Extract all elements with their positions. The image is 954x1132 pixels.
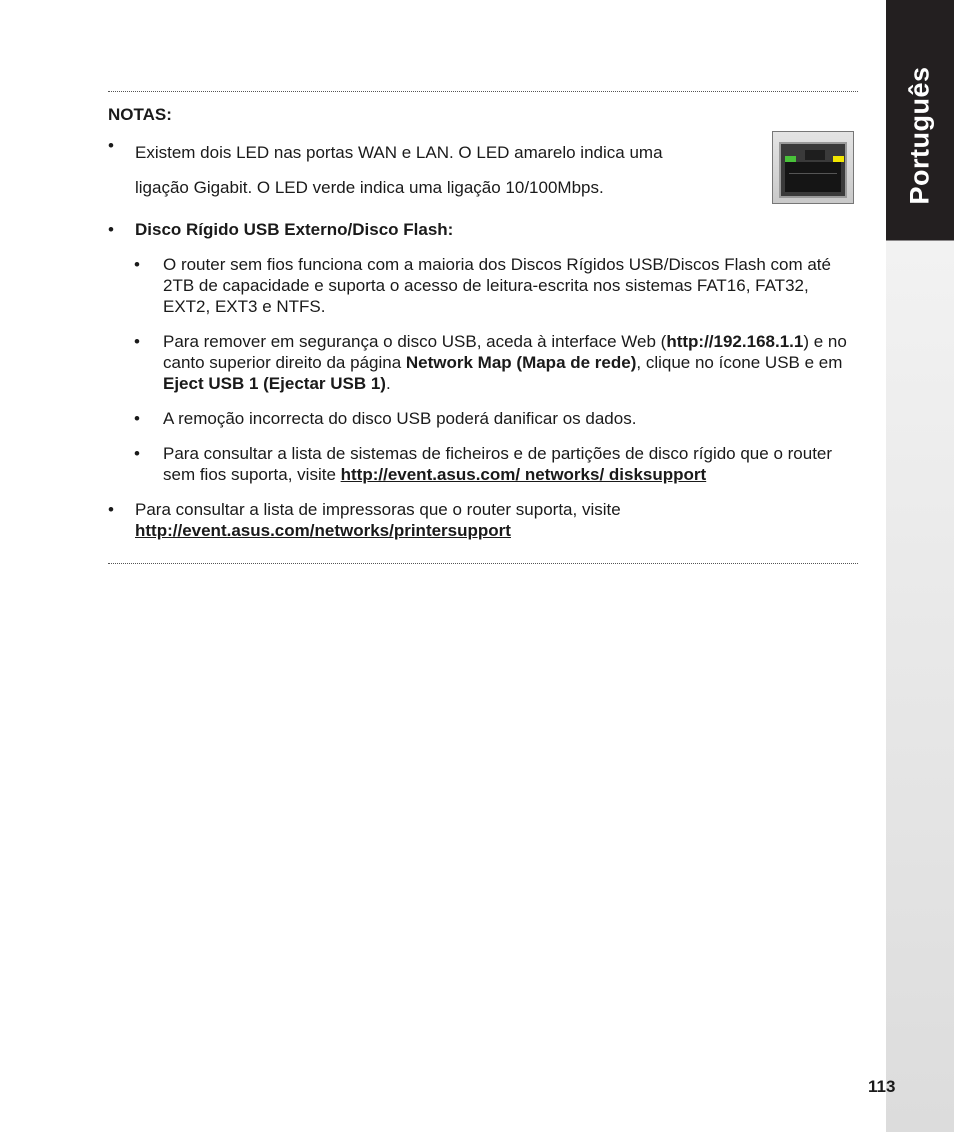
bullet: • — [108, 500, 114, 519]
disk-support-note — [108, 443, 858, 485]
eject-usb-label: Eject USB 1 (Ejectar USB 1) — [163, 374, 386, 393]
usb-damage-note — [108, 408, 858, 429]
bullet: • — [134, 255, 140, 274]
usb-remove-note — [108, 331, 858, 394]
disk-support-text: Para consultar a lista de sistemas de ficheiros e de partições de disco rígido que o router sem fios suporta, visite — [163, 444, 833, 484]
bullet: • — [134, 409, 140, 428]
led-note-text — [135, 135, 725, 205]
printer-support-link[interactable]: http://event.asus.com/networks/printersupport — [135, 521, 511, 540]
usb-remove-text-4: . — [385, 374, 391, 393]
port-notch — [805, 150, 825, 160]
port-line — [789, 173, 837, 174]
language-label: Português — [904, 65, 935, 205]
usb-damage-text: A remoção incorrecta do disco USB poderá danificar os dados. — [163, 409, 637, 428]
usb-remove-text-3: , clique no ícone USB e em — [636, 353, 843, 372]
usb-remove-text-1: Para remover em segurança o disco USB, aceda à interface Web ( — [163, 332, 667, 351]
led-note — [108, 135, 858, 205]
usb-heading: Disco Rígido USB Externo/Disco Flash: — [135, 220, 454, 239]
port-slot — [785, 162, 841, 192]
bullet: • — [134, 444, 140, 463]
green-led-icon — [785, 156, 796, 162]
usb-capacity-note — [108, 254, 858, 317]
bullet: • — [108, 136, 114, 155]
ethernet-port-icon — [772, 131, 854, 204]
disk-support-link[interactable]: http://event.asus.com/ networks/ disksupport — [340, 465, 707, 484]
language-label-wrapper — [892, 40, 948, 230]
network-map-label: Network Map (Mapa de rede) — [405, 353, 637, 372]
printer-support-note — [108, 499, 858, 541]
router-ip-url: http://192.168.1.1 — [666, 332, 804, 351]
printer-support-text: Para consultar a lista de impressoras que o router suporta, visite — [135, 500, 621, 519]
page-number: 113 — [868, 1077, 896, 1096]
top-dotted-rule — [108, 91, 858, 92]
usb-remove-text-2: ) e no canto superior direito da página — [163, 332, 847, 372]
notes-heading: NOTAS: — [108, 105, 172, 124]
notes-section — [108, 104, 858, 555]
bullet: • — [134, 332, 140, 351]
usb-heading-item — [108, 219, 858, 240]
led-note-line2: ligação Gigabit. O LED verde indica uma ligação 10/100Mbps. — [135, 178, 604, 197]
bottom-dotted-rule — [108, 563, 858, 564]
usb-capacity-text: O router sem fios funciona com a maioria dos Discos Rígidos USB/Discos Flash com até 2TB de capacidade e suporta o acesso de leitura-escrita nos sistemas FAT16, FAT32, EXT2, EXT3 e NTFS. — [163, 255, 831, 316]
yellow-led-icon — [833, 156, 844, 162]
bullet: • — [108, 220, 114, 239]
led-note-line1: Existem dois LED nas portas WAN e LAN. O LED amarelo indica uma — [135, 143, 663, 162]
port-body — [779, 142, 847, 198]
